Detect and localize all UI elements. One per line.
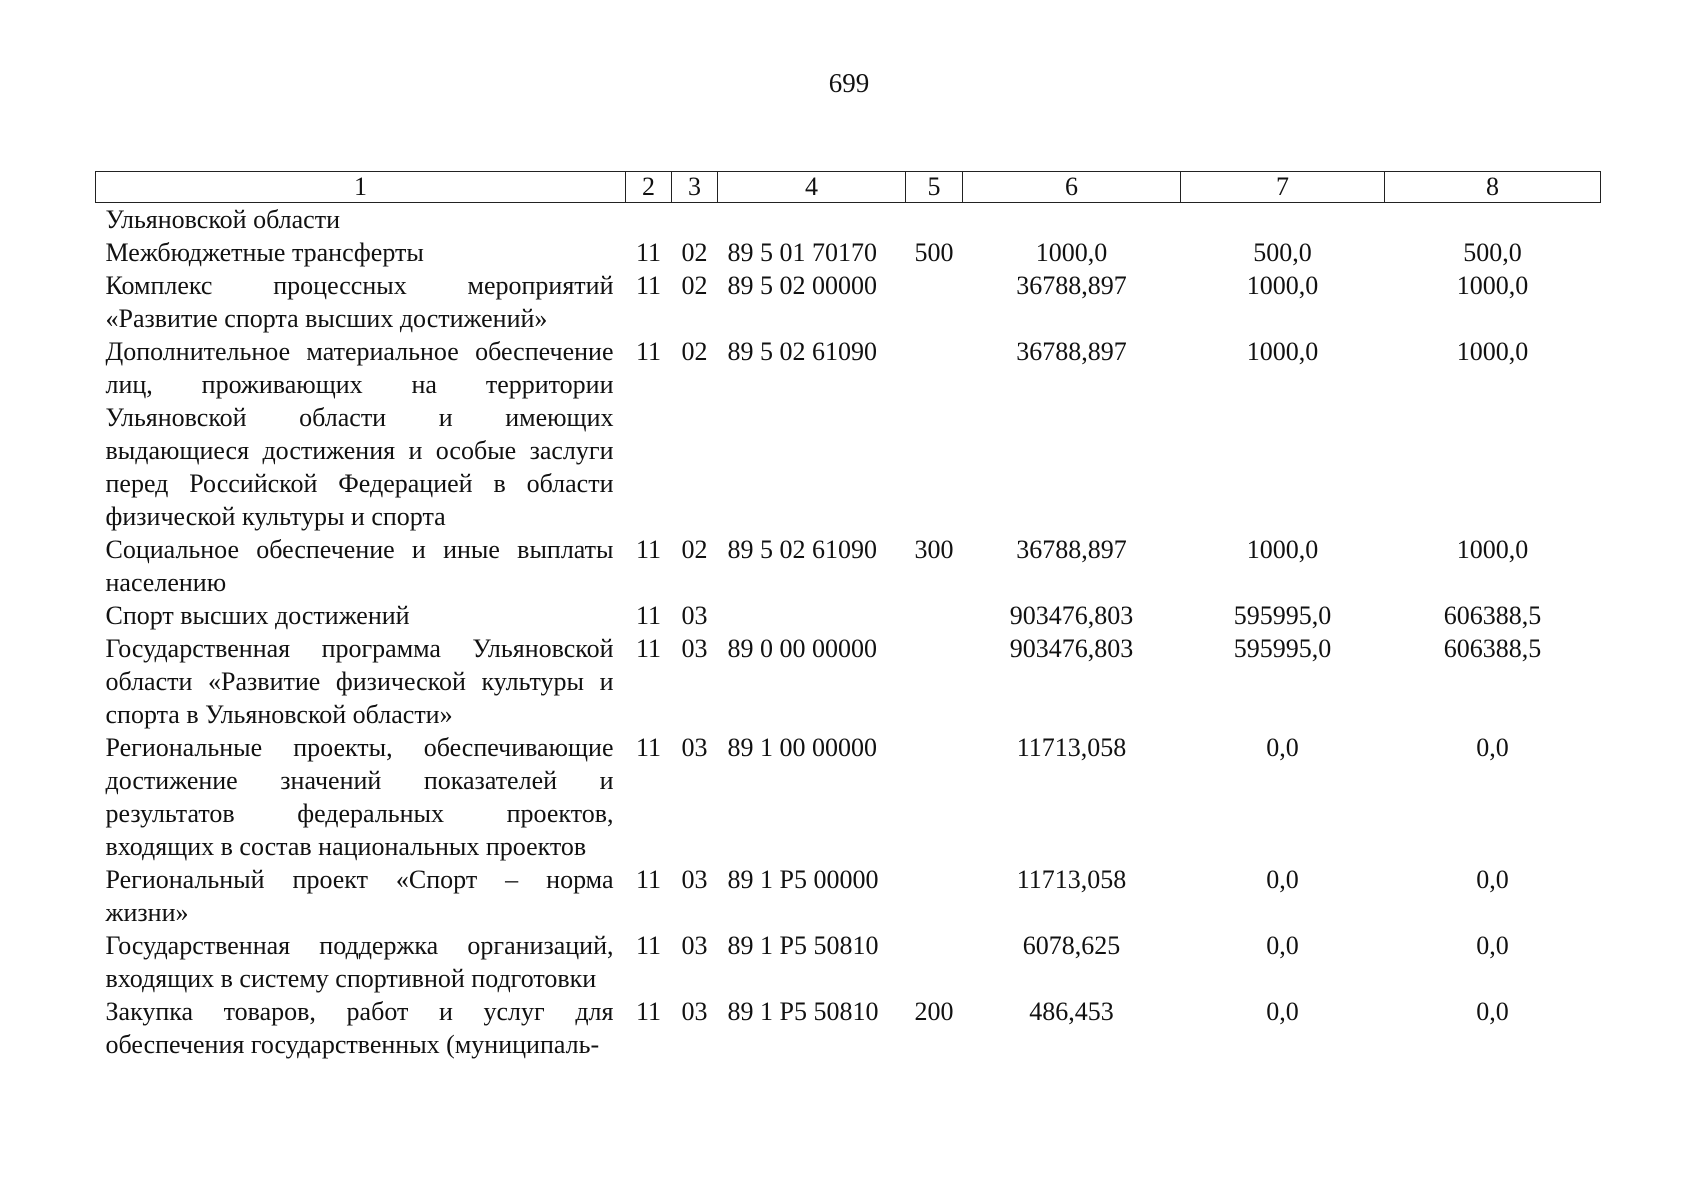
expense-type-cell: 300 xyxy=(914,535,954,564)
amount-col7-cell: 595995,0 xyxy=(1233,634,1332,663)
amount-col7-cell: 500,0 xyxy=(1253,238,1312,267)
item-name-cell: Комплекс процессных мероприятий «Развитие спорта высших достижений» xyxy=(105,271,614,333)
section-cell: 11 xyxy=(635,931,662,960)
amount-col7-cell xyxy=(1181,203,1385,237)
expense-type-cell xyxy=(906,203,963,237)
expense-type-cell xyxy=(906,863,963,929)
subsection-cell: 03 xyxy=(681,601,708,630)
amount-col7-cell: 0,0 xyxy=(1266,997,1299,1026)
target-code-cell: 89 5 02 00000 xyxy=(727,271,877,300)
budget-table xyxy=(95,171,1601,1061)
amount-col8-cell xyxy=(1385,203,1601,237)
expense-type-cell xyxy=(906,599,963,632)
amount-col7-cell: 1000,0 xyxy=(1246,535,1319,564)
target-code-cell: 89 5 01 70170 xyxy=(727,238,877,267)
section-cell xyxy=(626,203,672,237)
expense-type-cell xyxy=(906,929,963,995)
amount-col7-cell: 0,0 xyxy=(1266,733,1299,762)
subsection-cell xyxy=(672,203,718,237)
table-row xyxy=(96,203,1601,237)
target-code-cell: 89 1 00 00000 xyxy=(727,733,877,762)
table-row xyxy=(96,269,1601,335)
header-col-6: 6 xyxy=(963,172,1181,203)
table-row xyxy=(96,599,1601,632)
amount-col6-cell: 36788,897 xyxy=(1016,535,1127,564)
section-cell: 11 xyxy=(635,535,662,564)
amount-col8-cell: 606388,5 xyxy=(1443,634,1542,663)
amount-col8-cell: 0,0 xyxy=(1476,931,1509,960)
table-row xyxy=(96,236,1601,269)
amount-col8-cell: 500,0 xyxy=(1463,238,1522,267)
section-cell: 11 xyxy=(635,634,662,663)
target-code-cell xyxy=(718,599,906,632)
table-row xyxy=(96,632,1601,731)
expense-type-cell xyxy=(906,335,963,533)
header-row xyxy=(96,172,1601,203)
item-name-cell: Закупка товаров, работ и услуг для обеспечения государственных (муниципаль- xyxy=(105,997,614,1059)
section-cell: 11 xyxy=(635,238,662,267)
section-cell: 11 xyxy=(635,733,662,762)
expense-type-cell xyxy=(906,632,963,731)
table-row xyxy=(96,995,1601,1061)
subsection-cell: 03 xyxy=(681,931,708,960)
amount-col6-cell: 36788,897 xyxy=(1016,271,1127,300)
amount-col6-cell xyxy=(963,203,1181,237)
amount-col6-cell: 903476,803 xyxy=(1009,601,1134,630)
amount-col6-cell: 6078,625 xyxy=(1022,931,1121,960)
table-header xyxy=(96,172,1601,203)
item-name-cell: Дополнительное материальное обеспечение лиц, проживающих на территории Ульяновской области и имеющих выдающиеся достижения и особые заслуги перед Российской Федерацией в области физической культуры и спорта xyxy=(105,337,614,531)
expense-type-cell xyxy=(906,731,963,863)
amount-col6-cell: 903476,803 xyxy=(1009,634,1134,663)
subsection-cell: 02 xyxy=(681,271,708,300)
header-col-1: 1 xyxy=(96,172,626,203)
amount-col6-cell: 1000,0 xyxy=(1035,238,1108,267)
target-code-cell: 89 1 P5 50810 xyxy=(727,997,879,1026)
subsection-cell: 02 xyxy=(681,535,708,564)
amount-col8-cell: 1000,0 xyxy=(1456,337,1529,366)
table-row xyxy=(96,533,1601,599)
amount-col8-cell: 1000,0 xyxy=(1456,535,1529,564)
item-name-cell: Государственная программа Ульяновской области «Развитие физической культуры и спорта в Ульяновской области» xyxy=(105,634,614,729)
section-cell: 11 xyxy=(635,337,662,366)
target-code-cell: 89 1 P5 50810 xyxy=(727,931,879,960)
item-name-cell: Региональные проекты, обеспечивающие достижение значений показателей и результатов федеральных проектов, входящих в состав национальных проектов xyxy=(105,733,614,861)
section-cell: 11 xyxy=(635,865,662,894)
expense-type-cell: 500 xyxy=(914,238,954,267)
target-code-cell: 89 5 02 61090 xyxy=(727,535,877,564)
amount-col7-cell: 0,0 xyxy=(1266,931,1299,960)
expense-type-cell: 200 xyxy=(914,997,954,1026)
amount-col8-cell: 606388,5 xyxy=(1443,601,1542,630)
amount-col6-cell: 11713,058 xyxy=(1016,865,1127,894)
item-name-cell: Социальное обеспечение и иные выплаты населению xyxy=(105,535,614,597)
table-body xyxy=(96,203,1601,1062)
amount-col6-cell: 11713,058 xyxy=(1016,733,1127,762)
item-name-cell: Ульяновской области xyxy=(105,205,340,234)
target-code-cell xyxy=(718,203,906,237)
amount-col8-cell: 0,0 xyxy=(1476,733,1509,762)
target-code-cell: 89 5 02 61090 xyxy=(727,337,877,366)
expense-type-cell xyxy=(906,269,963,335)
amount-col6-cell: 36788,897 xyxy=(1016,337,1127,366)
item-name-cell: Государственная поддержка организаций, входящих в систему спортивной подготовки xyxy=(105,931,614,993)
subsection-cell: 02 xyxy=(681,238,708,267)
item-name-cell: Спорт высших достижений xyxy=(105,601,410,630)
amount-col8-cell: 0,0 xyxy=(1476,865,1509,894)
header-col-7: 7 xyxy=(1181,172,1385,203)
target-code-cell: 89 0 00 00000 xyxy=(727,634,877,663)
header-col-3: 3 xyxy=(672,172,718,203)
section-cell: 11 xyxy=(635,997,662,1026)
subsection-cell: 03 xyxy=(681,634,708,663)
header-col-5: 5 xyxy=(906,172,963,203)
amount-col7-cell: 0,0 xyxy=(1266,865,1299,894)
page-number: 699 xyxy=(828,68,870,98)
table-row xyxy=(96,731,1601,863)
table-row xyxy=(96,929,1601,995)
amount-col7-cell: 595995,0 xyxy=(1233,601,1332,630)
header-col-2: 2 xyxy=(626,172,672,203)
amount-col7-cell: 1000,0 xyxy=(1246,271,1319,300)
subsection-cell: 03 xyxy=(681,997,708,1026)
amount-col7-cell: 1000,0 xyxy=(1246,337,1319,366)
amount-col8-cell: 1000,0 xyxy=(1456,271,1529,300)
amount-col8-cell: 0,0 xyxy=(1476,997,1509,1026)
table-row xyxy=(96,335,1601,533)
section-cell: 11 xyxy=(635,271,662,300)
subsection-cell: 03 xyxy=(681,865,708,894)
header-col-4: 4 xyxy=(718,172,906,203)
amount-col6-cell: 486,453 xyxy=(1029,997,1114,1026)
target-code-cell: 89 1 P5 00000 xyxy=(727,865,879,894)
subsection-cell: 03 xyxy=(681,733,708,762)
item-name-cell: Региональный проект «Спорт – норма жизни» xyxy=(105,865,614,927)
item-name-cell: Межбюджетные трансферты xyxy=(105,238,424,267)
subsection-cell: 02 xyxy=(681,337,708,366)
section-cell: 11 xyxy=(635,601,662,630)
table-row xyxy=(96,863,1601,929)
header-col-8: 8 xyxy=(1385,172,1601,203)
